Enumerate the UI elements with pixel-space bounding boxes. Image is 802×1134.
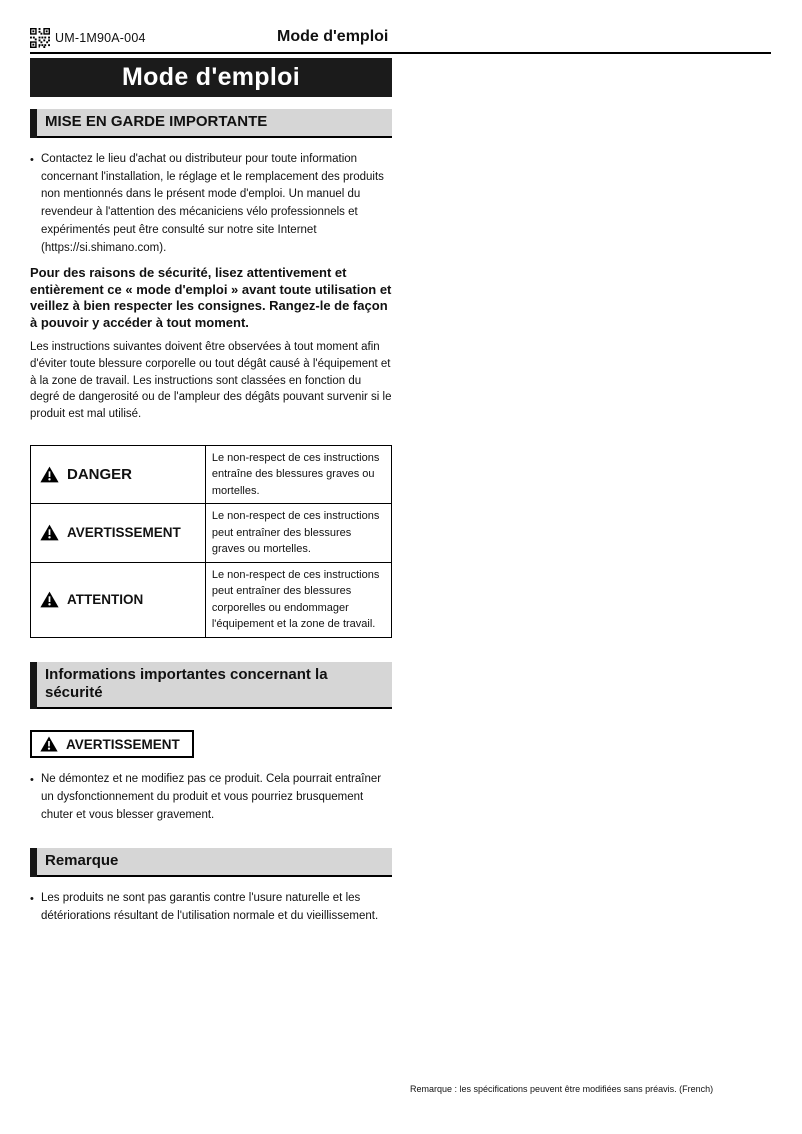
avertissement-label: AVERTISSEMENT bbox=[67, 525, 181, 541]
document-id bbox=[30, 28, 146, 48]
note-bullet-text: Les produits ne sont pas garantis contre l'usure naturelle et les détériorations résultant de l'utilisation normale et du vieillissement. bbox=[41, 892, 379, 923]
danger-description: Le non-respect de ces instructions entraîne des blessures graves ou mortelles. bbox=[205, 445, 391, 504]
contact-bullet-item bbox=[30, 151, 392, 258]
danger-levels-table bbox=[30, 445, 392, 638]
attention-description: Le non-respect de ces instructions peut entraîner des blessures corporelles ou endommager l'équipement et la zone de travail. bbox=[205, 562, 391, 637]
warning-triangle-icon bbox=[40, 524, 59, 541]
bullet-marker: • bbox=[30, 893, 34, 906]
table-row bbox=[31, 445, 392, 504]
warning-triangle-icon bbox=[40, 591, 59, 608]
title-banner: Mode d'emploi bbox=[30, 58, 392, 97]
page-header-title: Mode d'emploi bbox=[277, 28, 389, 45]
bullet-marker: • bbox=[30, 774, 34, 787]
bullet-marker: • bbox=[30, 153, 34, 166]
avertissement-description: Le non-respect de ces instructions peut entraîner des blessures graves ou mortelles. bbox=[205, 504, 391, 563]
danger-label: DANGER bbox=[67, 465, 133, 483]
footer-disclaimer: Remarque : les spécifications peuvent être modifiées sans préavis. (French) bbox=[410, 1084, 714, 1094]
contact-bullet-text: Contactez le lieu d'achat ou distributeur pour toute information concernant l'installation, le réglage et le remplacement des produits non mentionnés dans le présent mode d'emploi. Un manuel du revendeur à l'attention des mécaniciens vélo professionnels et expérimentés peut être consulté sur notre site Internet (https://si.shimano.com). bbox=[41, 152, 384, 254]
safety-bullet-item bbox=[30, 771, 392, 824]
section-header-important-notice: MISE EN GARDE IMPORTANTE bbox=[30, 109, 392, 138]
safety-bold-paragraph: Pour des raisons de sécurité, lisez attentivement et entièrement ce « mode d'emploi » avant toute utilisation et veillez à bien respecter les consignes. Rangez-le de façon à pouvoir y accéder à tout moment. bbox=[30, 264, 392, 331]
safety-bullet-text: Ne démontez et ne modifiez pas ce produit. Cela pourrait entraîner un dysfonctionnement du produit et vous pourriez brusquement chuter et vous blesser gravement. bbox=[41, 773, 382, 821]
warning-triangle-icon bbox=[40, 466, 59, 483]
document-number: UM-1M90A-004 bbox=[55, 31, 146, 45]
header-divider bbox=[30, 52, 771, 54]
attention-label: ATTENTION bbox=[67, 592, 144, 608]
content-column bbox=[30, 58, 392, 926]
warning-box-label: AVERTISSEMENT bbox=[66, 736, 180, 752]
avertissement-warning-box bbox=[30, 730, 194, 758]
qr-code-icon bbox=[30, 28, 50, 48]
section-header-remarque: Remarque bbox=[30, 848, 392, 877]
section-header-safety-info: Informations importantes concernant la sécurité bbox=[30, 662, 392, 710]
table-row bbox=[31, 504, 392, 563]
note-bullet-item bbox=[30, 890, 392, 926]
warning-triangle-icon bbox=[40, 736, 58, 752]
instructions-intro-paragraph: Les instructions suivantes doivent être observées à tout moment afin d'éviter toute blessure corporelle ou tout dégât causé à l'équipement et à la zone de travail. Les instructions sont classées en fonction du degré de dangerosité ou de l'ampleur des dégâts pouvant survenir si le produit est mal utilisé. bbox=[30, 341, 392, 420]
page-top-header bbox=[30, 28, 772, 50]
table-row bbox=[31, 562, 392, 637]
